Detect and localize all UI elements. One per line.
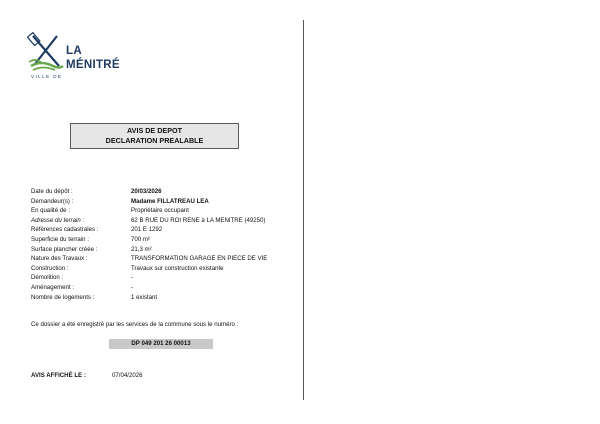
row-value: 700 m² — [131, 235, 150, 243]
row-adresse — [31, 216, 301, 226]
row-label: Nombre de logements : — [31, 293, 95, 301]
affiche-label: AVIS AFFICHÉ LE : — [31, 372, 86, 379]
row-value: Travaux sur construction existante — [131, 264, 224, 272]
row-value: - — [131, 283, 134, 291]
windmill-icon — [27, 32, 67, 76]
info-list — [31, 187, 301, 302]
row-label: Nature des Travaux : — [31, 255, 88, 263]
row-amenagement — [31, 283, 301, 293]
row-date-depot — [31, 187, 301, 197]
row-value: 21,3 m² — [131, 245, 152, 253]
logo-text-la: LA — [66, 45, 83, 57]
row-label: Date du dépôt : — [31, 188, 73, 195]
row-label: Aménagement : — [31, 283, 75, 291]
row-value: 1 existant — [131, 293, 158, 301]
row-value: - — [131, 274, 134, 282]
row-demandeur — [31, 197, 301, 207]
row-value: Madame FILLATREAU LEA — [131, 197, 209, 205]
town-logo — [27, 32, 127, 82]
title-line-2: DECLARATION PREALABLE — [105, 136, 204, 145]
title-line-1: AVIS DE DEPOT — [127, 126, 182, 135]
row-logements — [31, 293, 301, 303]
row-construction — [31, 264, 301, 274]
page-divider — [303, 20, 304, 400]
row-value: 62 B RUE DU ROI RENE à LA MENITRE (49250) — [131, 216, 266, 224]
logo-subtitle: VILLE DE — [31, 74, 63, 79]
row-nature-travaux — [31, 254, 301, 264]
row-value: 201 E 1292 — [131, 226, 163, 234]
row-value: 20/03/2026 — [131, 188, 162, 195]
row-label: Adresse du terrain : — [31, 216, 85, 224]
title-box — [70, 123, 239, 149]
row-label: Démolition : — [31, 274, 64, 282]
row-label: Construction : — [31, 264, 69, 272]
row-surface-plancher — [31, 245, 301, 255]
row-value: TRANSFORMATION GARAGE EN PIECE DE VIE — [131, 255, 268, 263]
row-label: En qualité de : — [31, 207, 70, 215]
row-label: Demandeur(s) : — [31, 197, 74, 205]
row-qualite — [31, 206, 301, 216]
row-label: Surface plancher créée : — [31, 245, 98, 253]
row-superficie — [31, 235, 301, 245]
registration-statement: Ce dossier a été enregistré par les services de la commune sous le numéro : — [31, 321, 239, 328]
row-references — [31, 225, 301, 235]
row-value: Propriétaire occupant — [131, 207, 189, 215]
row-label: Références cadastrales : — [31, 226, 99, 234]
logo-text-menitre: MÉNITRÉ — [66, 59, 120, 71]
row-label: Superficie du terrain : — [31, 235, 89, 243]
registration-number: DP 049 201 26 00013 — [109, 339, 213, 349]
row-demolition — [31, 273, 301, 283]
affiche-date: 07/04/2026 — [112, 372, 143, 379]
